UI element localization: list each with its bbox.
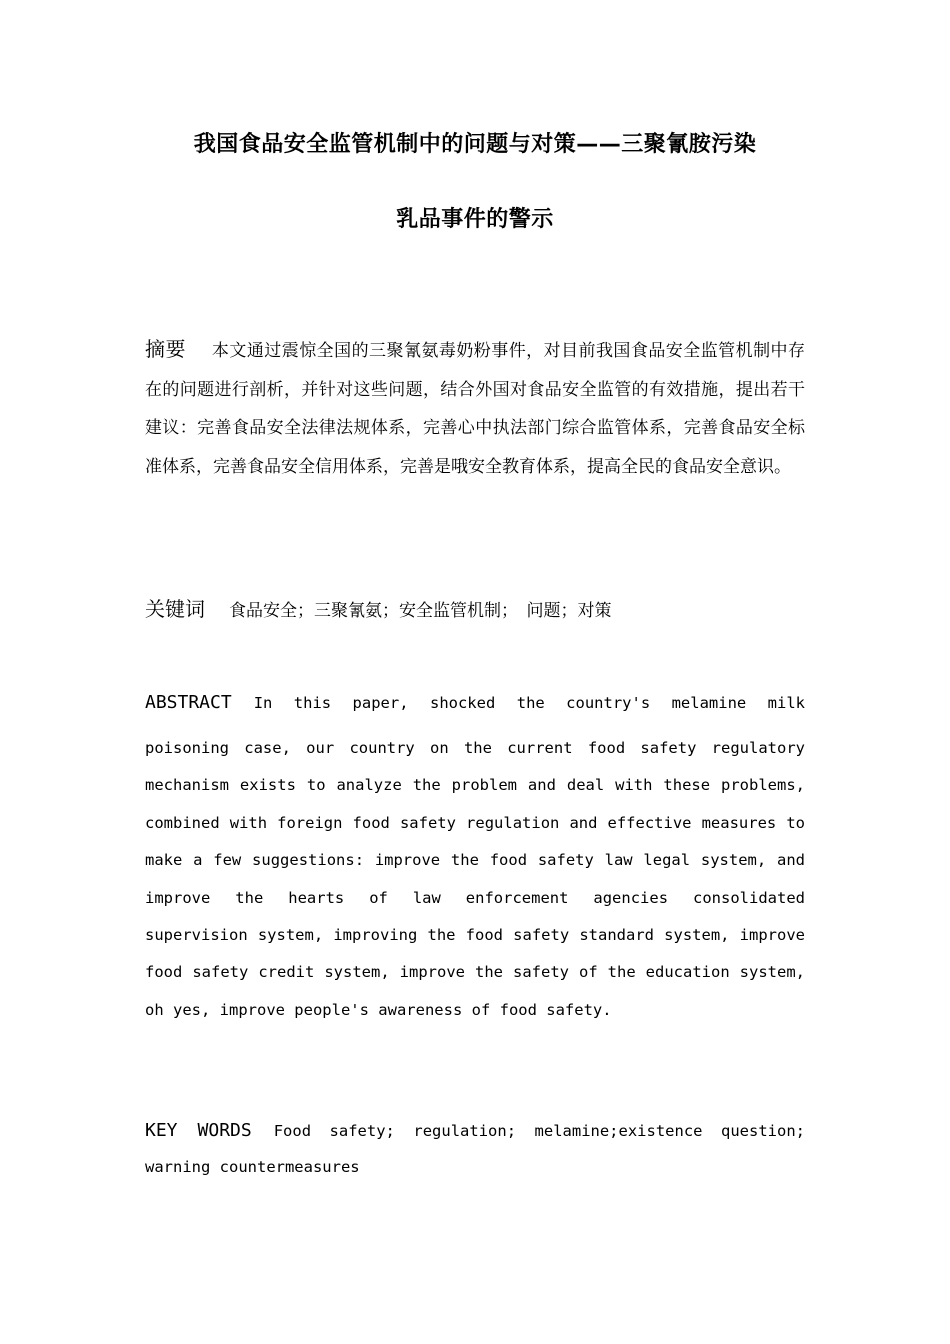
chinese-keywords-label: 关键词 <box>145 597 205 621</box>
english-abstract <box>145 688 805 1029</box>
paper-title-line-2: 乳品事件的警示 <box>396 207 554 232</box>
chinese-keywords <box>145 590 805 631</box>
english-keywords-text: Food safety; regulation; melamine;existence question; warning countermeasures <box>145 1122 805 1176</box>
english-keywords <box>145 1113 805 1185</box>
chinese-abstract-text: 本文通过震惊全国的三聚氰氨毒奶粉事件，对目前我国食品安全监管机制中存在的问题进行剖析，并针对这些问题，结合外国对食品安全监管的有效措施，提出若干建议：完善食品安全法律法规体系，完善心中执法部门综合监管体系，完善食品安全标准体系，完善食品安全信用体系，完善是哦安全教育体系，提高全民的食品安全意识。 <box>145 341 806 477</box>
chinese-abstract <box>145 330 805 486</box>
chinese-abstract-label: 摘要 <box>145 337 186 361</box>
chinese-keywords-text: 食品安全；三聚氰氨；安全监管机制； 问题；对策 <box>229 601 612 621</box>
english-abstract-label: ABSTRACT <box>145 692 232 713</box>
english-abstract-text: poisoning case, our country on the current food safety regulatory mechanism exists to analyze the problem and deal with these problems, combined with foreign food safety regulation and effective measures to make a few suggestions: improve the food safety law legal system, and improve the hearts of law enforcement agencies consolidated supervision system, improving the food safety standard system, improve food safety credit system, improve the safety of the education system, oh yes, improve people's awareness of food safety. <box>145 739 805 1019</box>
paper-title-line-1: 我国食品安全监管机制中的问题与对策——三聚氰胺污染 <box>193 132 757 157</box>
english-keywords-label: KEY WORDS <box>145 1120 252 1141</box>
english-abstract-first-line: In this paper, shocked the country's melamine milk <box>253 694 805 712</box>
